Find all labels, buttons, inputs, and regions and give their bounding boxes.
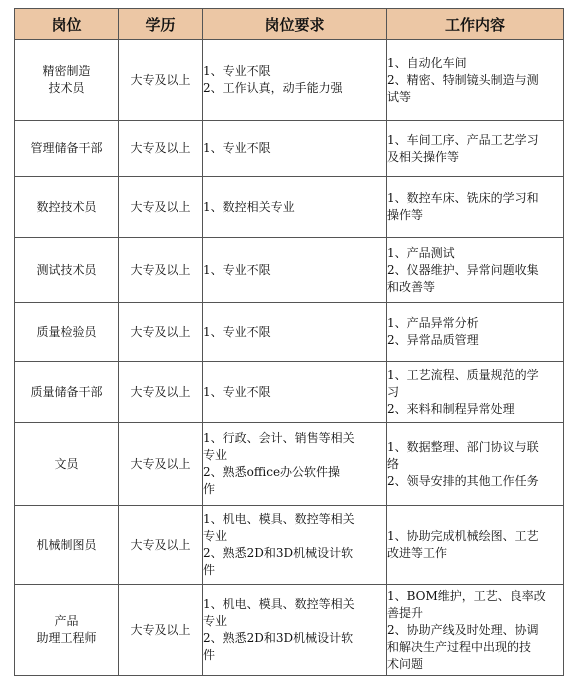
- requirements-cell: [203, 423, 387, 506]
- education-cell: 大专及以上: [119, 303, 203, 362]
- job-positions-table: [14, 8, 564, 676]
- duties-cell-line: 1、产品异常分析: [387, 316, 479, 330]
- requirements-cell: [203, 362, 387, 423]
- position-cell: [15, 506, 119, 585]
- table-row: [15, 506, 564, 585]
- duties-cell: [387, 177, 564, 238]
- duties-cell: [387, 585, 564, 676]
- table-row: [15, 362, 564, 423]
- duties-cell-line: 1、协助完成机械绘图、工艺: [387, 529, 539, 543]
- requirements-cell: [203, 121, 387, 177]
- position-cell-line: 助理工程师: [36, 631, 97, 645]
- position-cell-line: 机械制图员: [36, 537, 97, 552]
- position-cell: [15, 177, 119, 238]
- position-cell-line: 精密制造: [42, 64, 91, 78]
- duties-cell-line: 试等: [387, 89, 412, 104]
- position-cell-line: 技术员: [48, 81, 85, 95]
- requirements-cell-line: 专业: [203, 614, 228, 628]
- requirements-cell-line: 1、机电、模具、数控等相关: [203, 512, 355, 526]
- duties-cell-line: 1、产品测试: [387, 245, 455, 260]
- duties-cell-line: 2、来料和制程异常处理: [387, 401, 515, 416]
- duties-cell: [387, 506, 564, 585]
- duties-cell-line: 络: [387, 456, 400, 471]
- duties-cell-line: 及相关操作等: [387, 149, 460, 164]
- duties-cell-line: 2、仪器维护、异常问题收集: [387, 262, 539, 277]
- requirements-cell-line: 2、熟悉2D和3D机械设计软: [203, 631, 354, 645]
- table-row: [15, 121, 564, 177]
- position-cell-line: 质量检验员: [36, 324, 97, 339]
- duties-cell-line: 1、BOM维护，工艺、良率改: [387, 588, 546, 603]
- table-row: [15, 177, 564, 238]
- duties-cell-line: 1、数据整理、部门协议与联: [387, 439, 539, 454]
- requirements-cell-line: 1、专业不限: [203, 384, 271, 399]
- duties-cell-line: 术问题: [387, 656, 424, 671]
- requirements-cell: [203, 303, 387, 362]
- requirements-cell: [203, 40, 387, 121]
- position-cell-line: 质量储备干部: [30, 384, 103, 399]
- table-row: [15, 238, 564, 303]
- duties-cell-line: 1、自动化车间: [387, 55, 467, 70]
- duties-cell-line: 善提升: [387, 605, 424, 620]
- requirements-cell-line: 1、行政、会计、销售等相关: [203, 431, 355, 445]
- position-cell-line: 测试技术员: [36, 262, 97, 277]
- table-row: [15, 423, 564, 506]
- requirements-cell: [203, 585, 387, 676]
- position-cell-line: 产品: [54, 614, 79, 628]
- header-row: [15, 9, 564, 40]
- header-requirements: 岗位要求: [203, 9, 387, 40]
- table-row: [15, 303, 564, 362]
- requirements-cell-line: 1、专业不限: [203, 141, 271, 155]
- duties-cell-line: 操作等: [387, 208, 424, 222]
- requirements-cell-line: 作: [203, 482, 216, 496]
- education-cell: 大专及以上: [119, 506, 203, 585]
- position-cell: [15, 121, 119, 177]
- duties-cell-line: 2、领导安排的其他工作任务: [387, 473, 539, 488]
- requirements-cell: [203, 506, 387, 585]
- duties-cell-line: 2、异常品质管理: [387, 333, 479, 347]
- position-cell: [15, 238, 119, 303]
- position-cell: [15, 303, 119, 362]
- education-cell: 大专及以上: [119, 177, 203, 238]
- duties-cell-line: 改进等工作: [387, 546, 448, 560]
- header-position: 岗位: [15, 9, 119, 40]
- duties-cell-line: 2、精密、特制镜头制造与测: [387, 72, 539, 87]
- requirements-cell-line: 1、专业不限: [203, 64, 271, 78]
- header-duties: 工作内容: [387, 9, 564, 40]
- duties-cell-line: 和解决生产过程中出现的技: [387, 639, 532, 654]
- table-body: [15, 40, 564, 676]
- position-cell-line: 管理储备干部: [30, 141, 103, 155]
- requirements-cell-line: 1、专业不限: [203, 324, 271, 339]
- education-cell: 大专及以上: [119, 362, 203, 423]
- table-header: [15, 9, 564, 40]
- position-cell: [15, 423, 119, 506]
- requirements-cell-line: 1、数控相关专业: [203, 199, 295, 214]
- education-cell: 大专及以上: [119, 40, 203, 121]
- table-row: [15, 585, 564, 676]
- requirements-cell-line: 2、熟悉office办公软件操: [203, 465, 341, 479]
- duties-cell-line: 习: [387, 384, 400, 399]
- duties-cell: [387, 238, 564, 303]
- position-cell-line: 数控技术员: [36, 199, 97, 214]
- header-education: 学历: [119, 9, 203, 40]
- duties-cell: [387, 303, 564, 362]
- position-cell-line: 文员: [54, 456, 79, 471]
- requirements-cell-line: 1、机电、模具、数控等相关: [203, 597, 355, 611]
- duties-cell: [387, 423, 564, 506]
- education-cell: 大专及以上: [119, 585, 203, 676]
- requirements-cell-line: 件: [203, 648, 216, 662]
- requirements-cell-line: 1、专业不限: [203, 262, 271, 277]
- requirements-cell: [203, 238, 387, 303]
- requirements-cell-line: 件: [203, 563, 216, 577]
- table-row: [15, 40, 564, 121]
- requirements-cell-line: 专业: [203, 448, 228, 462]
- duties-cell: [387, 40, 564, 121]
- duties-cell-line: 1、数控车床、铣床的学习和: [387, 191, 539, 205]
- education-cell: 大专及以上: [119, 121, 203, 177]
- requirements-cell: [203, 177, 387, 238]
- requirements-cell-line: 专业: [203, 529, 228, 543]
- duties-cell: [387, 362, 564, 423]
- duties-cell-line: 1、车间工序、产品工艺学习: [387, 132, 539, 147]
- position-cell: [15, 362, 119, 423]
- position-cell: [15, 585, 119, 676]
- duties-cell-line: 和改善等: [387, 279, 436, 294]
- duties-cell: [387, 121, 564, 177]
- requirements-cell-line: 2、工作认真，动手能力强: [203, 81, 343, 95]
- education-cell: 大专及以上: [119, 423, 203, 506]
- education-cell: 大专及以上: [119, 238, 203, 303]
- duties-cell-line: 1、工艺流程、质量规范的学: [387, 367, 539, 382]
- duties-cell-line: 2、协助产线及时处理、协调: [387, 622, 539, 637]
- position-cell: [15, 40, 119, 121]
- requirements-cell-line: 2、熟悉2D和3D机械设计软: [203, 546, 354, 560]
